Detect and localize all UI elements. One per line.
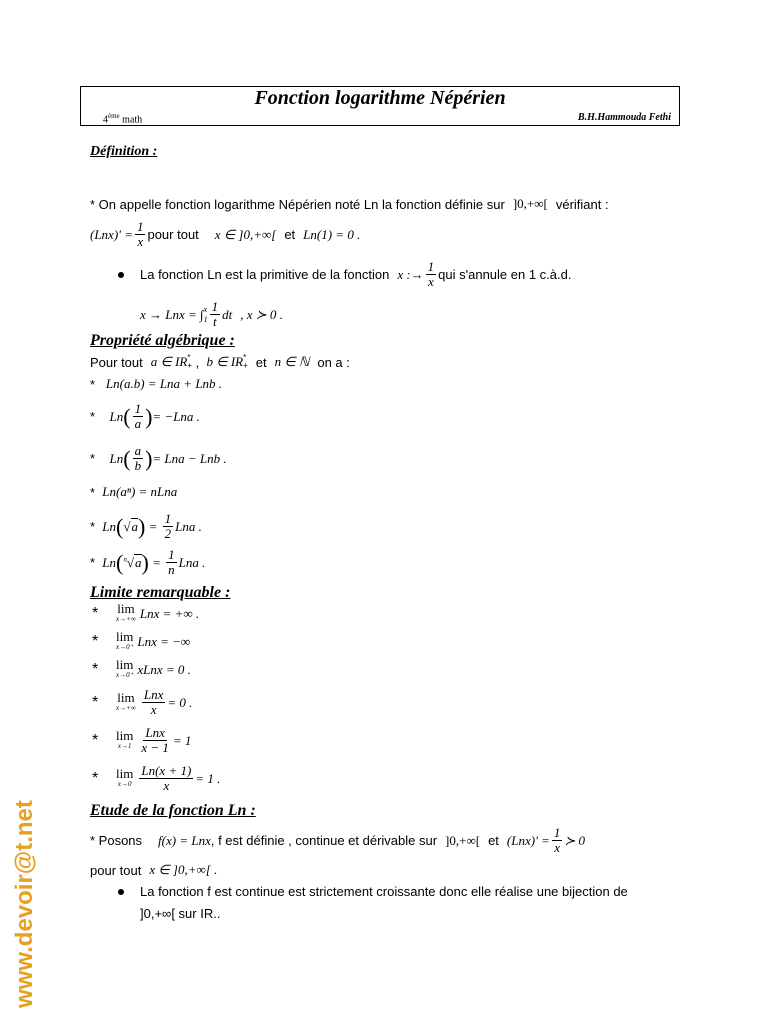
ln-label: Ln [102,518,117,534]
limit-3: * lim x→0⁺ xLnx = 0 . [92,657,191,679]
fraction-a-over-b: $\frac{a}{b}$ [134,443,142,473]
lim-operator: lim x→0⁺ [116,657,134,679]
ln-label: Ln [102,554,117,570]
property-6: * Ln ( $^n$√a ) = $\frac{1}{n}$ Lna . [90,547,206,577]
limit-4: * lim x→+∞ $\frac{\text{Lnx}}{x}$ = 0 . [92,687,193,717]
class-level-sup: ème [108,112,120,120]
bullet-text: La fonction Ln est la primitive de la fonction [140,267,390,282]
author: B.H.Hammouda Fethi [577,112,671,123]
fraction-one-over-n: $\frac{1}{n}$ [168,547,175,577]
limit-4-fraction: $\frac{\text{Lnx}}{x}$ [143,687,164,717]
class-level: 4 [103,114,108,126]
definition-bullet [118,260,571,289]
property-4-expr: Ln(aⁿ) = nLna [102,484,178,499]
bullet-text-2: ]0,+∞[ sur IR.. [140,906,221,921]
pour-tout-text: pour tout [147,227,199,242]
lim-operator: lim x→+∞ [116,601,136,623]
ln1-expr: Ln(1) = 0 . [303,226,361,242]
b-domain: b ∈ IR [206,354,244,369]
ln-label: Ln [109,408,124,424]
study-bullet-line2 [140,906,220,921]
integral-bounds [204,305,208,325]
definition-line1 [90,196,609,212]
derivative-expr: (Lnx)' = [506,832,550,848]
map-expr: x :→ [397,266,424,282]
limit-5-fraction: $\frac{\text{Lnx}}{x - 1}$ [141,725,169,755]
study-line1 [90,826,585,855]
study-bullet [118,884,628,899]
interval: ]0,+∞[ [445,832,481,848]
domain-expr: x ∈ ]0,+∞[ . [149,862,218,877]
annule-text: qui s'annule en 1 c.à.d. [438,267,572,282]
lim-operator: lim x→0 [116,765,134,788]
document-title: Fonction logarithme Népérien [254,87,506,109]
limit-1-expr: Lnx = +∞ . [139,606,200,621]
property-1-expr: Ln(a.b) = Lna + Lnb . [105,376,223,391]
property-5: * Ln ( √a ) = $\frac{1}{2}$ Lna . [90,511,202,541]
property-4: * Ln(aⁿ) = nLna [90,484,178,500]
lim-operator: lim x→+∞ [116,689,136,712]
limit-5-right: = 1 [172,732,192,748]
a-superscripts: * + [187,353,193,370]
algebra-heading: Propriété algébrique : [90,332,235,349]
limit-3-expr: xLnx = 0 . [137,662,191,677]
posons-text: * Posons [90,833,143,848]
class-name: math [119,114,143,126]
bullet-text: La fonction f est continue est strictement croissante donc elle réalise une bijection de [140,884,628,899]
et-text: et [488,833,499,848]
property-6-right: Lna . [178,554,206,570]
header-box [80,86,680,126]
algebra-intro: Pour tout a ∈ IR * + , b ∈ IR * + et n ∈ ℕ on a : [90,353,350,370]
limits-heading: Limite remarquable : [90,584,231,601]
limit-6-fraction: $\frac{Ln(x + 1)}{x}$ [141,763,192,793]
limit-2-expr: Lnx = −∞ [137,634,191,649]
b-superscripts: * + [243,353,248,370]
limit-6-right: = 1 . [195,770,221,786]
a-domain: a ∈ IR [150,354,188,369]
limit-4-right: = 0 . [167,694,193,710]
study-line2 [90,862,217,878]
limit-5: * lim x→1 $\frac{\text{Lnx}}{x - 1}$ = 1 [92,725,192,755]
property-2-right: = −Lna . [152,408,200,424]
watermark-text: www.devoir@t.net [11,800,38,1008]
et-text: et [284,227,296,242]
fraction-one-over-x: $\frac{1}{x}$ [136,219,144,249]
domain-expr: x ∈ ]0,+∞[ [214,226,277,242]
integral-lower: 1 [203,314,208,324]
limit-2: * lim x→0⁺ Lnx = −∞ [92,629,191,651]
definition-text: * On appelle fonction logarithme Népérien noté Ln la fonction définie sur [90,196,505,212]
integral-line [140,300,283,329]
defined-text: , f est définie , continue et dérivable sur [210,833,438,848]
limit-6: * lim x→0 $\frac{Ln(x + 1)}{x}$ = 1 . [92,763,221,793]
fraction-one-half: $\frac{1}{2}$ [164,511,172,541]
positive-expr: ≻ 0 [564,832,586,848]
fraction-one-over-x-2: $\frac{1}{x}$ [427,259,435,289]
x-positive-text: , x ≻ 0 . [240,306,283,322]
lim-operator: lim x→0⁺ [116,629,134,651]
integral-upper: x [203,304,208,314]
lim-operator: lim x→1 [116,727,134,750]
bullet-icon [118,889,124,895]
definition-heading: Définition : [90,144,158,159]
fraction-one-over-x-3: $\frac{1}{x}$ [553,825,561,855]
verifiant-text: vérifiant : [555,196,609,212]
property-1: * Ln(a.b) = Lna + Lnb . [90,376,223,392]
bullet-icon [118,272,124,278]
interval: ]0,+∞[ [512,196,548,211]
watermark [2,760,42,1010]
limit-1: * lim x→+∞ Lnx = +∞ . [92,601,200,623]
definition-line2 [90,220,360,249]
on-a-text: on a : [317,354,350,370]
property-2: * Ln ( $\frac{1}{a}$ ) = −Lna . [90,401,200,431]
class-label [103,112,142,125]
property-3-right: = Lna − Lnb . [152,450,227,466]
integral-expr: x → Lnx = ∫ [140,306,204,322]
fx-expr: f(x) = Lnx [158,832,211,848]
et-text: et [255,354,267,370]
dt-text: dt [222,306,233,322]
property-3: * Ln ( $\frac{a}{b}$ ) = Lna − Lnb . [90,443,227,473]
n-domain: n ∈ ℕ [274,354,310,369]
pour-tout-text: Pour tout [90,354,143,370]
study-heading: Etude de la fonction Ln : [90,802,256,819]
derivative-left: (Lnx)' = [90,226,133,242]
ln-label: Ln [109,450,124,466]
pour-tout-text: pour tout [90,862,142,878]
fraction-one-over-t: $\frac{1}{t}$ [211,299,219,329]
fraction-one-over-a: $\frac{1}{a}$ [134,401,142,431]
property-5-right: Lna . [175,518,202,534]
